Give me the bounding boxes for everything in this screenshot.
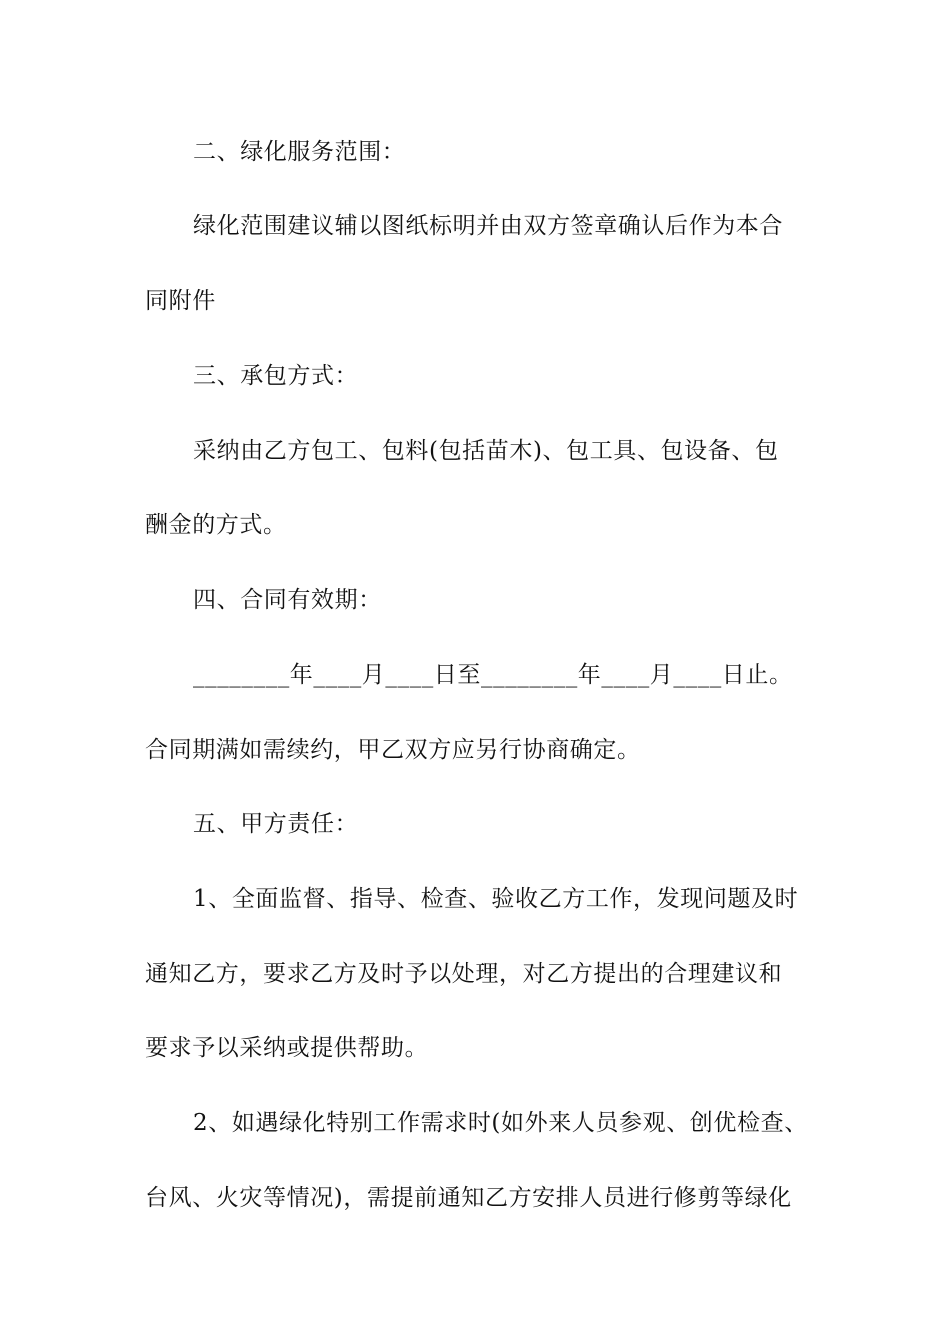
renewal-note: 合同期满如需续约，甲乙双方应另行协商确定。	[145, 737, 641, 763]
section-2-text-line-1: 绿化范围建议辅以图纸标明并由双方签章确认后作为本合	[193, 213, 783, 239]
duty-1-line-3: 要求予以采纳或提供帮助。	[145, 1035, 429, 1061]
section-2-text-line-2: 同附件	[145, 288, 216, 314]
contract-period-line: ________年____月____日至________年____月____日止。	[193, 662, 793, 688]
duty-1-line-1: 1、全面监督、指导、检查、验收乙方工作，发现问题及时	[193, 886, 799, 912]
section-2-heading: 二、绿化服务范围：	[193, 139, 406, 165]
section-4-heading: 四、合同有效期：	[193, 587, 382, 613]
duty-1-line-2: 通知乙方，要求乙方及时予以处理，对乙方提出的合理建议和	[145, 961, 783, 987]
section-3-heading: 三、承包方式：	[193, 363, 359, 389]
duty-2-line-1: 2、如遇绿化特别工作需求时(如外来人员参观、创优检查、	[193, 1110, 808, 1136]
section-3-text-line-1: 采纳由乙方包工、包料(包括苗木)、包工具、包设备、包	[193, 438, 779, 464]
section-5-heading: 五、甲方责任：	[193, 811, 359, 837]
duty-2-line-2: 台风、火灾等情况)，需提前通知乙方安排人员进行修剪等绿化	[145, 1185, 792, 1211]
section-3-text-line-2: 酬金的方式。	[145, 512, 287, 538]
